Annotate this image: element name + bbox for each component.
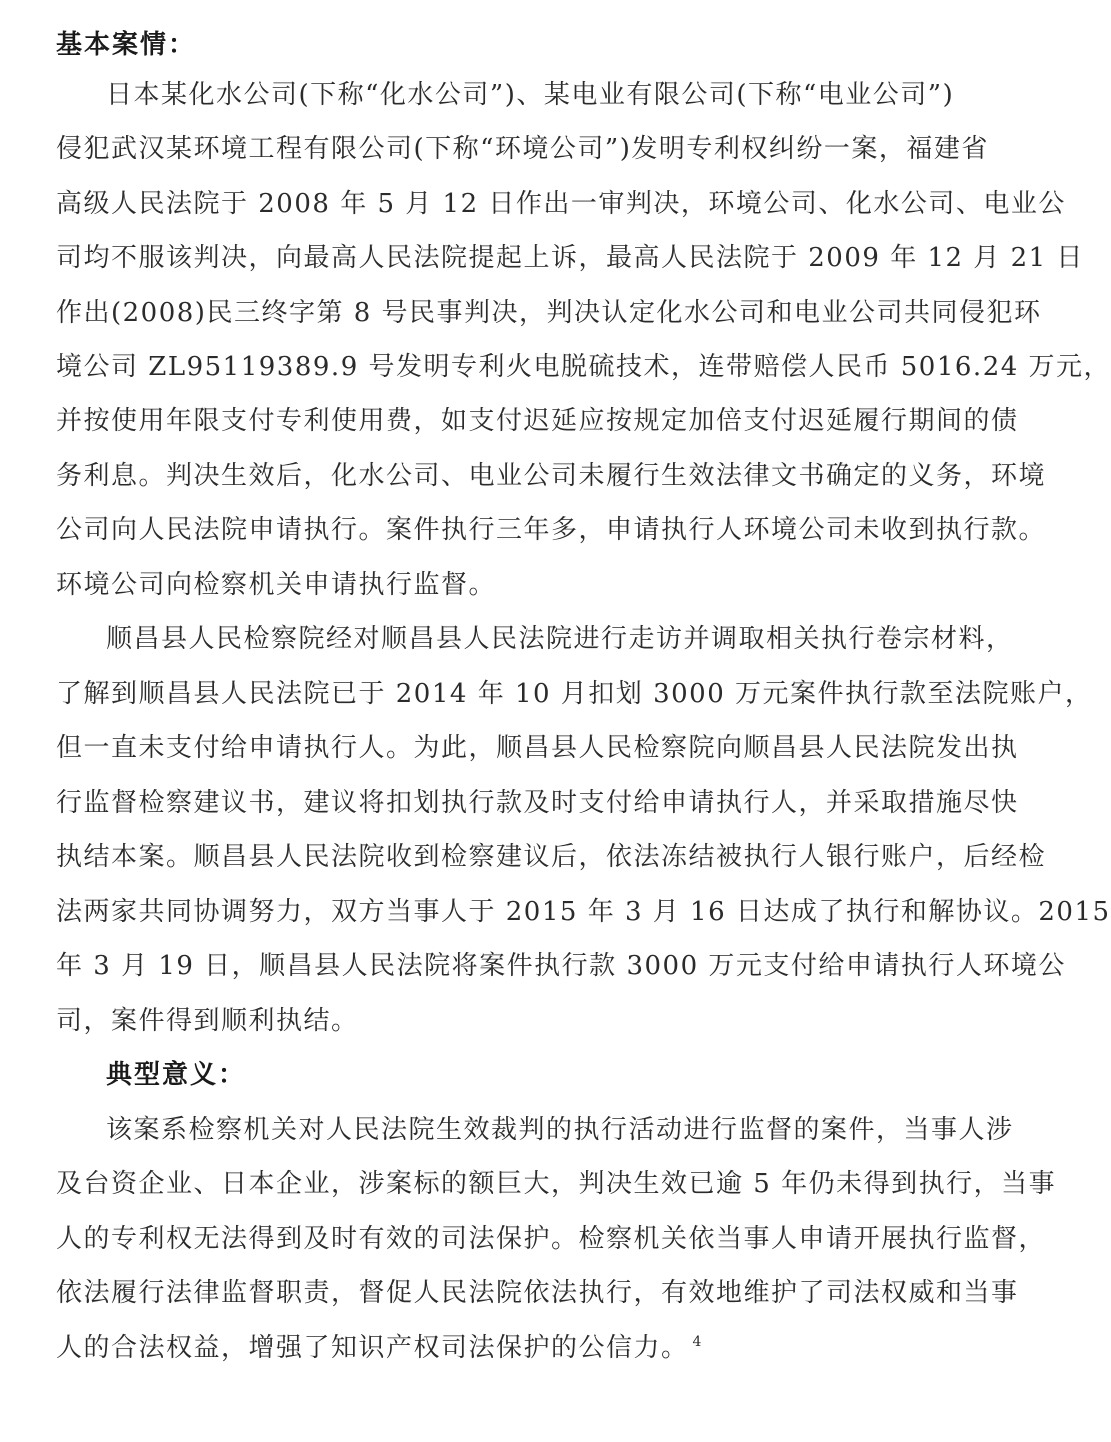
paragraph-line: 环境公司向检察机关申请执行监督。: [56, 570, 497, 600]
footnote-marker: 4: [692, 1334, 702, 1351]
paragraph-line: 法两家共同协调努力，双方当事人于 2015 年 3 月 16 日达成了执行和解协议。2015: [56, 897, 1111, 927]
paragraph-text: 人的合法权益，增强了知识产权司法保护的公信力。: [56, 1333, 689, 1363]
paragraph-line: 了解到顺昌县人民法院已于 2014 年 10 月扣划 3000 万元案件执行款至法院账户，: [56, 679, 1093, 709]
paragraph-line: 作出(2008)民三终字第 8 号民事判决，判决认定化水公司和电业公司共同侵犯环: [56, 298, 1042, 328]
paragraph-line: 日本某化水公司(下称“化水公司”)、某电业有限公司(下称“电业公司”): [106, 80, 955, 110]
basic-facts-heading: 基本案情：: [56, 30, 197, 60]
paragraph-line: 顺昌县人民检察院经对顺昌县人民法院进行走访并调取相关执行卷宗材料，: [106, 624, 1014, 654]
paragraph-line: 及台资企业、日本企业，涉案标的额巨大，判决生效已逾 5 年仍未得到执行，当事: [56, 1169, 1057, 1199]
paragraph-line: 公司向人民法院申请执行。案件执行三年多，申请执行人环境公司未收到执行款。: [56, 515, 1047, 545]
paragraph-line: 人的专利权无法得到及时有效的司法保护。检察机关依当事人申请开展执行监督，: [56, 1224, 1047, 1254]
paragraph-line: 行监督检察建议书，建议将扣划执行款及时支付给申请执行人，并采取措施尽快: [56, 788, 1019, 818]
paragraph-line: 境公司 ZL95119389.9 号发明专利火电脱硫技术，连带赔偿人民币 5016.24 万元，: [56, 352, 1111, 382]
paragraph-line: 但一直未支付给申请执行人。为此，顺昌县人民检察院向顺昌县人民法院发出执: [56, 733, 1019, 763]
paragraph-line: 侵犯武汉某环境工程有限公司(下称“环境公司”)发明专利权纠纷一案，福建省: [56, 134, 989, 164]
paragraph-line: 高级人民法院于 2008 年 5 月 12 日作出一审判决，环境公司、化水公司、电业公: [56, 189, 1066, 219]
paragraph-line: 该案系检察机关对人民法院生效裁判的执行活动进行监督的案件，当事人涉: [106, 1115, 1014, 1145]
significance-heading: 典型意义：: [106, 1060, 247, 1090]
paragraph-line: 并按使用年限支付专利使用费，如支付迟延应按规定加倍支付迟延履行期间的债: [56, 406, 1019, 436]
paragraph-line: 司，案件得到顺利执结。: [56, 1006, 359, 1036]
paragraph-line-last: [56, 1335, 701, 1361]
paragraph-line: 年 3 月 19 日，顺昌县人民法院将案件执行款 3000 万元支付给申请执行人环境公: [56, 951, 1066, 981]
paragraph-line: 司均不服该判决，向最高人民法院提起上诉，最高人民法院于 2009 年 12 月 21 日: [56, 243, 1084, 273]
paragraph-line: 执结本案。顺昌县人民法院收到检察建议后，依法冻结被执行人银行账户，后经检: [56, 842, 1047, 872]
paragraph-line: 务利息。判决生效后，化水公司、电业公司未履行生效法律文书确定的义务，环境: [56, 461, 1047, 491]
paragraph-line: 依法履行法律监督职责，督促人民法院依法执行，有效地维护了司法权威和当事: [56, 1278, 1019, 1308]
